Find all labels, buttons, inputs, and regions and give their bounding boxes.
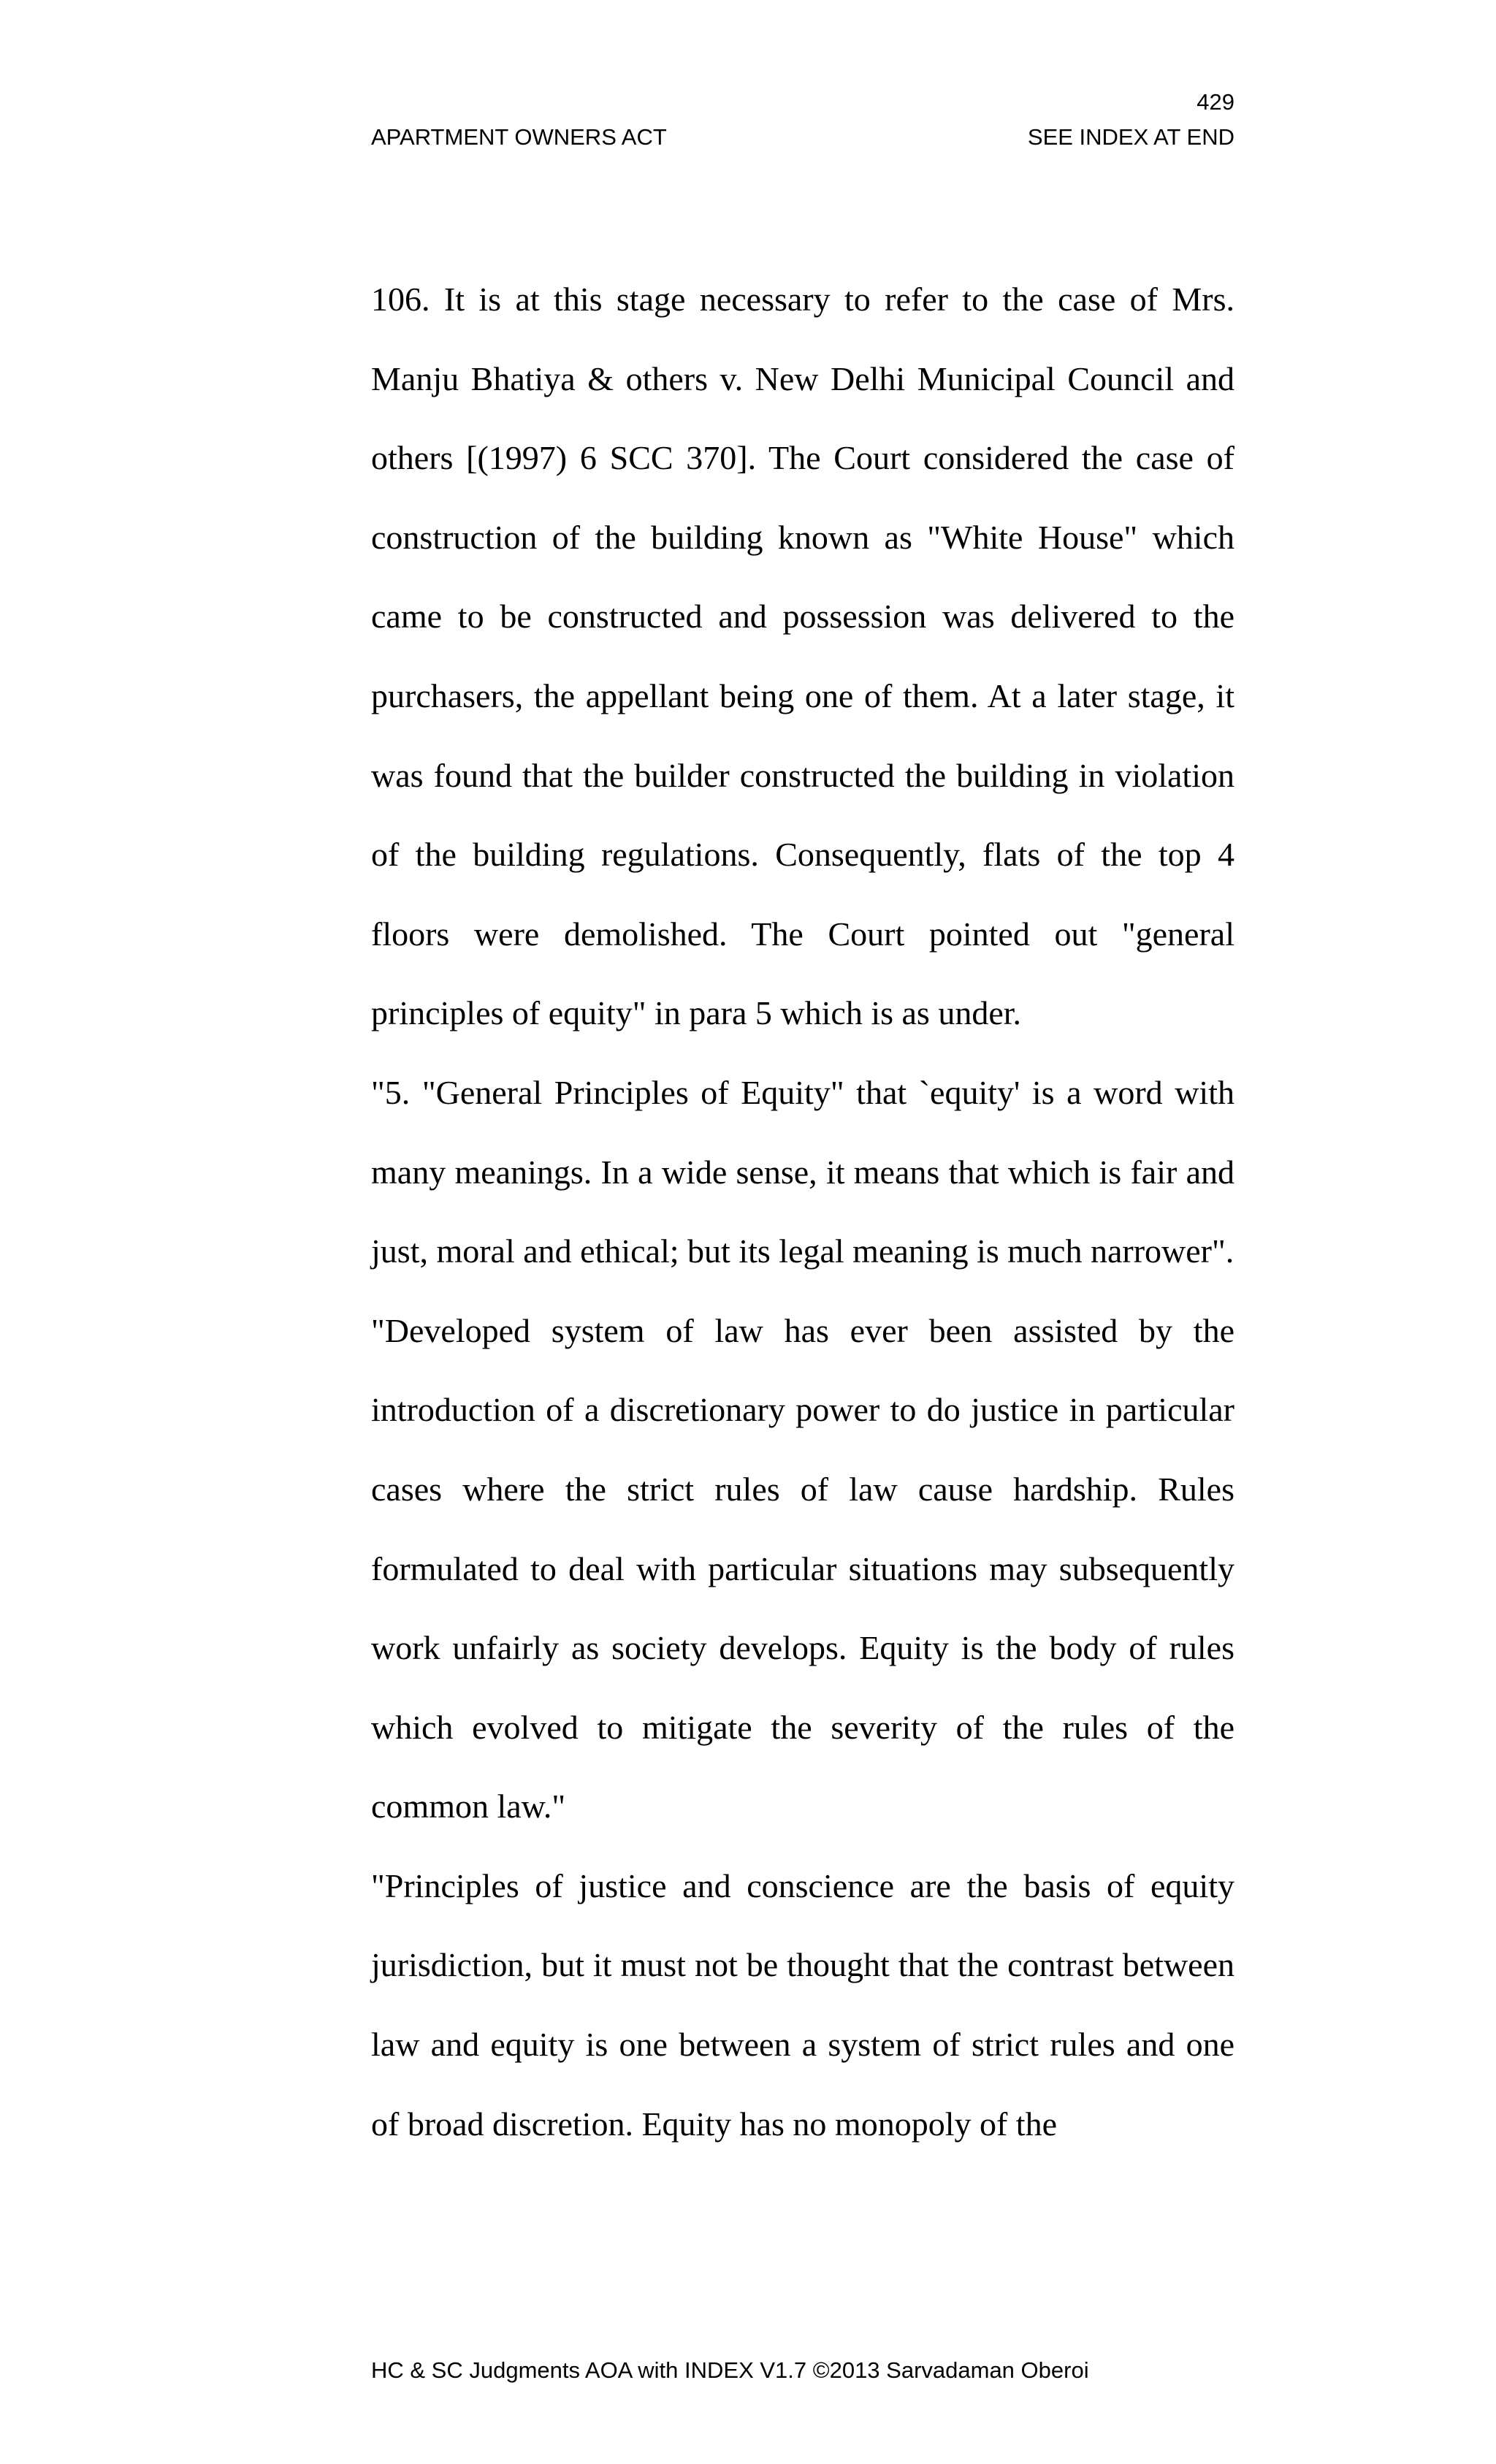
page-footer: HC & SC Judgments AOA with INDEX V1.7 ©2013 Sarvadaman Oberoi [371, 2357, 1089, 2383]
running-header-index-note: SEE INDEX AT END [1027, 124, 1234, 150]
quote-paragraph-5: "5. "General Principles of Equity" that `equity' is a word with many meanings. In a wide sense, it means that which is fair and just, moral and ethical; but its legal meaning is much narrower". [371, 1073, 1234, 1270]
running-header-title: APARTMENT OWNERS ACT [371, 124, 667, 150]
page-number: 429 [1197, 89, 1234, 115]
quote-paragraph-developed-system: "Developed system of law has ever been assisted by the introduction of a discretionary power to do justice in particular cases where the strict rules of law cause hardship. Rules formulated to deal with particular situations may subsequently work unfairly as society develops. Equity is the body of rules which evolved to mitigate the severity of the rules of the common law." [371, 1311, 1234, 1826]
quote-paragraph-principles-of-justice: "Principles of justice and conscience are the basis of equity jurisdiction, but it must not be thought that the contrast between law and equity is one between a system of strict rules and one of broad discretion. Equity has no monopoly of the [371, 1866, 1234, 2143]
paragraph-106: 106. It is at this stage necessary to refer to the case of Mrs. Manju Bhatiya & others v. New Delhi Municipal Council and others [(1997) 6 SCC 370]. The Court considered the case of construction of the building known as "White House" which came to be constructed and possession was delivered to the purchasers, the appellant being one of them. At a later stage, it was found that the builder constructed the building in violation of the building regulations. Consequently, flats of the top 4 floors were demolished. The Court pointed out "general principles of equity" in para 5 which is as under. [371, 281, 1234, 1032]
document-body [371, 260, 1234, 2164]
